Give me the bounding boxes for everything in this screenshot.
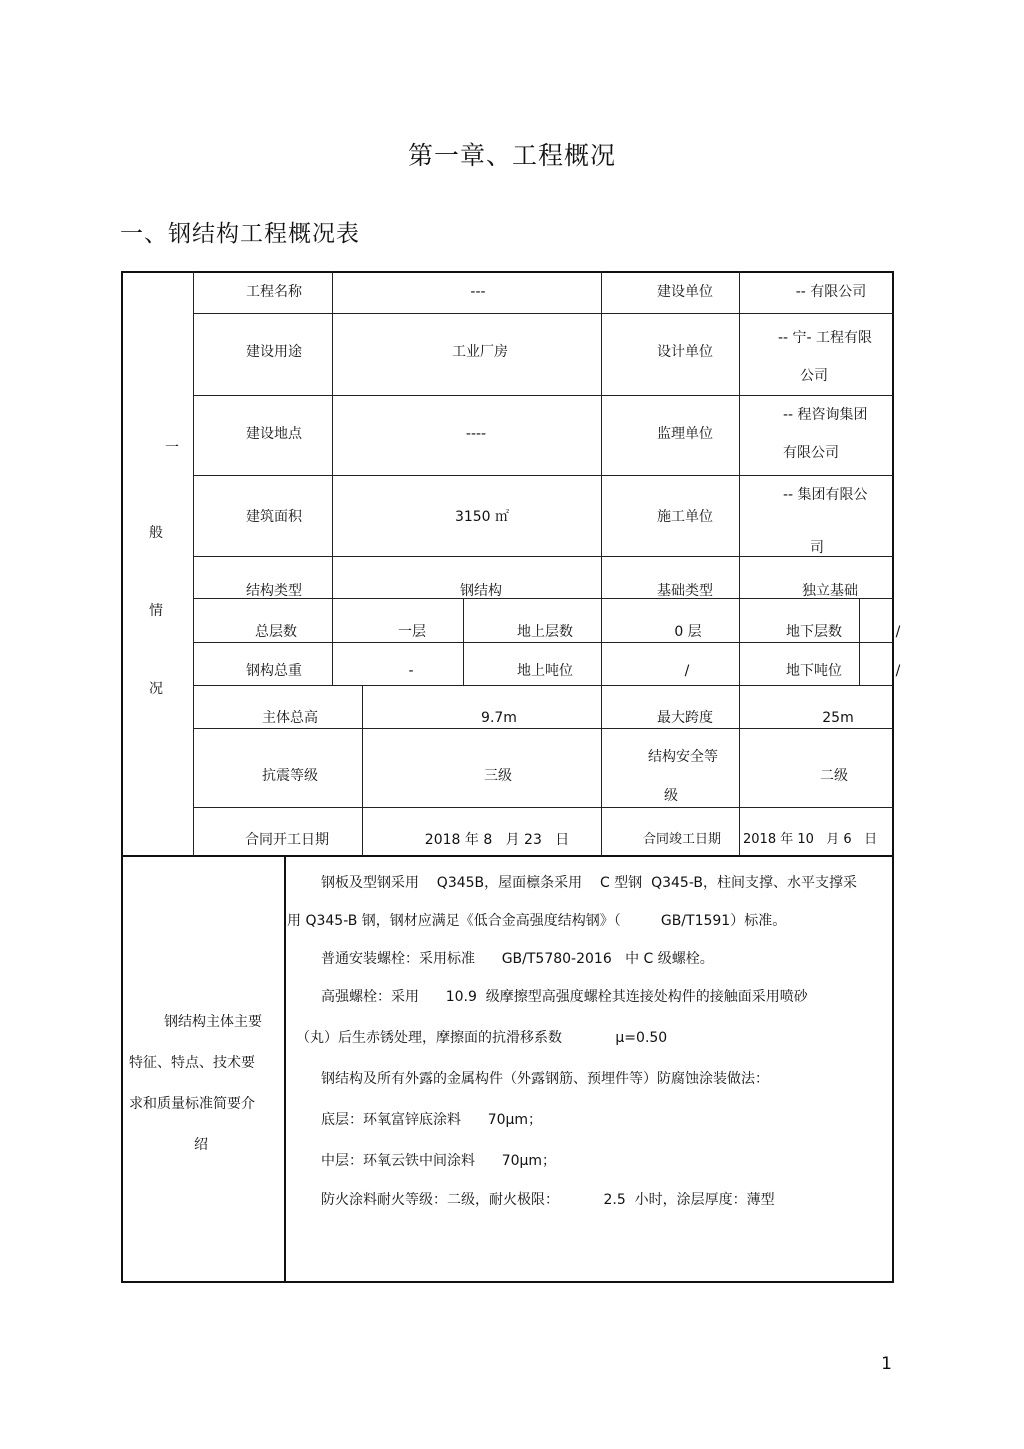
- row-divider: [193, 728, 893, 729]
- intro-line: 高强螺栓：采用 10.9 级摩擦型高强度螺栓其连接处构件的接触面采用喷砂: [321, 989, 808, 1005]
- label-max-span: 最大跨度: [657, 710, 713, 726]
- row-divider: [193, 685, 893, 686]
- intro-label-line: 钢结构主体主要: [164, 1014, 262, 1030]
- intro-label-line: 特征、特点、技术要: [129, 1055, 255, 1071]
- col-divider: [193, 271, 194, 856]
- value-designer-cont: 公司: [800, 368, 828, 384]
- general-label-char: 一: [165, 440, 179, 456]
- value-supervisor-cont: 有限公司: [783, 445, 839, 461]
- value-owner: -- 有限公司: [795, 284, 867, 300]
- value-designer: -- 宁- 工程有限: [778, 330, 873, 346]
- label-above-tonnage: 地上吨位: [517, 663, 573, 679]
- label-safety-grade: 结构安全等: [648, 749, 718, 765]
- general-label-char: 情: [149, 603, 163, 619]
- intro-line: 底层：环氧富锌底涂料 70μm；: [321, 1112, 543, 1128]
- label-foundation-type: 基础类型: [657, 583, 713, 599]
- col-divider: [739, 271, 740, 856]
- value-below-tonnage: /: [895, 663, 901, 679]
- intro-line: 钢结构及所有外露的金属构件（外露钢筋、预埋件等）防腐蚀涂装做法：: [321, 1071, 769, 1087]
- label-structure-type: 结构类型: [246, 583, 302, 599]
- section-divider: [121, 855, 894, 857]
- intro-line: 普通安装螺栓：采用标准 GB/T5780-2016 中 C 级螺栓。: [321, 951, 714, 967]
- label-area: 建筑面积: [246, 509, 302, 525]
- label-below-tonnage: 地下吨位: [786, 663, 842, 679]
- col-divider: [859, 598, 860, 685]
- intro-label-line: 求和质量标准简要介: [129, 1096, 255, 1112]
- row-divider: [193, 313, 893, 314]
- value-structure-type: 钢结构: [460, 583, 502, 599]
- col-divider: [284, 855, 286, 1283]
- label-safety-grade-cont: 级: [664, 788, 678, 804]
- label-end-date: 合同竣工日期: [642, 832, 722, 847]
- label-above-floors: 地上层数: [517, 624, 573, 640]
- value-location: ----: [465, 426, 487, 442]
- value-contractor-cont: 司: [810, 540, 824, 556]
- value-supervisor: -- 程咨询集团: [783, 407, 868, 423]
- value-area: 3150 ㎡: [454, 509, 510, 525]
- general-label-char: 般: [149, 525, 163, 541]
- value-max-span: 25m: [822, 710, 854, 726]
- col-divider: [332, 271, 333, 685]
- value-steel-weight: -: [408, 663, 414, 679]
- section-title: 一、钢结构工程概况表: [120, 221, 360, 247]
- label-location: 建设地点: [246, 426, 302, 442]
- col-divider: [601, 598, 602, 685]
- intro-line: 中层：环氧云铁中间涂料 70μm；: [321, 1153, 557, 1169]
- general-label-char: 况: [149, 681, 163, 697]
- label-contractor: 施工单位: [657, 509, 713, 525]
- value-foundation-type: 独立基础: [802, 583, 858, 599]
- value-usage: 工业厂房: [452, 344, 508, 360]
- label-start-date: 合同开工日期: [245, 832, 329, 848]
- row-divider: [193, 556, 893, 557]
- value-start-date: 2018 年 8 月 23 日: [424, 832, 570, 848]
- label-steel-weight: 钢构总重: [246, 663, 302, 679]
- col-divider: [362, 685, 363, 856]
- value-above-floors: 0 层: [674, 624, 702, 640]
- intro-line: 钢板及型钢采用 Q345B，屋面檩条采用 C 型钢 Q345-B，柱间支撑、水平支撑采: [321, 875, 857, 891]
- value-contractor: -- 集团有限公: [783, 487, 868, 503]
- label-total-height: 主体总高: [262, 710, 318, 726]
- value-end-date: 2018 年 10 月 6 日: [743, 832, 878, 847]
- chapter-title: 第一章、工程概况: [407, 141, 616, 170]
- label-below-floors: 地下层数: [786, 624, 842, 640]
- value-below-floors: /: [895, 624, 901, 640]
- label-usage: 建设用途: [246, 344, 302, 360]
- value-project-name: ---: [470, 284, 486, 300]
- label-total-floors: 总层数: [255, 624, 297, 640]
- value-safety-grade: 二级: [820, 768, 848, 784]
- label-supervisor: 监理单位: [657, 426, 713, 442]
- value-above-tonnage: /: [684, 663, 690, 679]
- row-divider: [193, 475, 893, 476]
- label-designer: 设计单位: [657, 344, 713, 360]
- value-total-height: 9.7m: [481, 710, 517, 726]
- col-divider: [463, 598, 464, 685]
- col-divider: [601, 685, 602, 856]
- value-total-floors: 一层: [398, 624, 426, 640]
- value-seismic-grade: 三级: [484, 768, 512, 784]
- page-number: 1: [881, 1354, 892, 1374]
- intro-line: （丸）后生赤锈处理，摩擦面的抗滑移系数 μ=0.50: [296, 1030, 668, 1046]
- row-divider: [193, 807, 893, 808]
- row-divider: [193, 642, 893, 643]
- intro-line: 防火涂料耐火等级：二级，耐火极限： 2.5 小时，涂层厚度：薄型: [321, 1192, 775, 1208]
- label-owner: 建设单位: [657, 284, 713, 300]
- intro-line: 用 Q345-B 钢，钢材应满足《低合金高强度结构钢》（ GB/T1591）标准。: [287, 913, 787, 929]
- label-project-name: 工程名称: [246, 284, 302, 300]
- col-divider: [601, 271, 602, 598]
- label-seismic-grade: 抗震等级: [262, 768, 318, 784]
- intro-label-line: 绍: [194, 1137, 208, 1153]
- row-divider: [193, 395, 893, 396]
